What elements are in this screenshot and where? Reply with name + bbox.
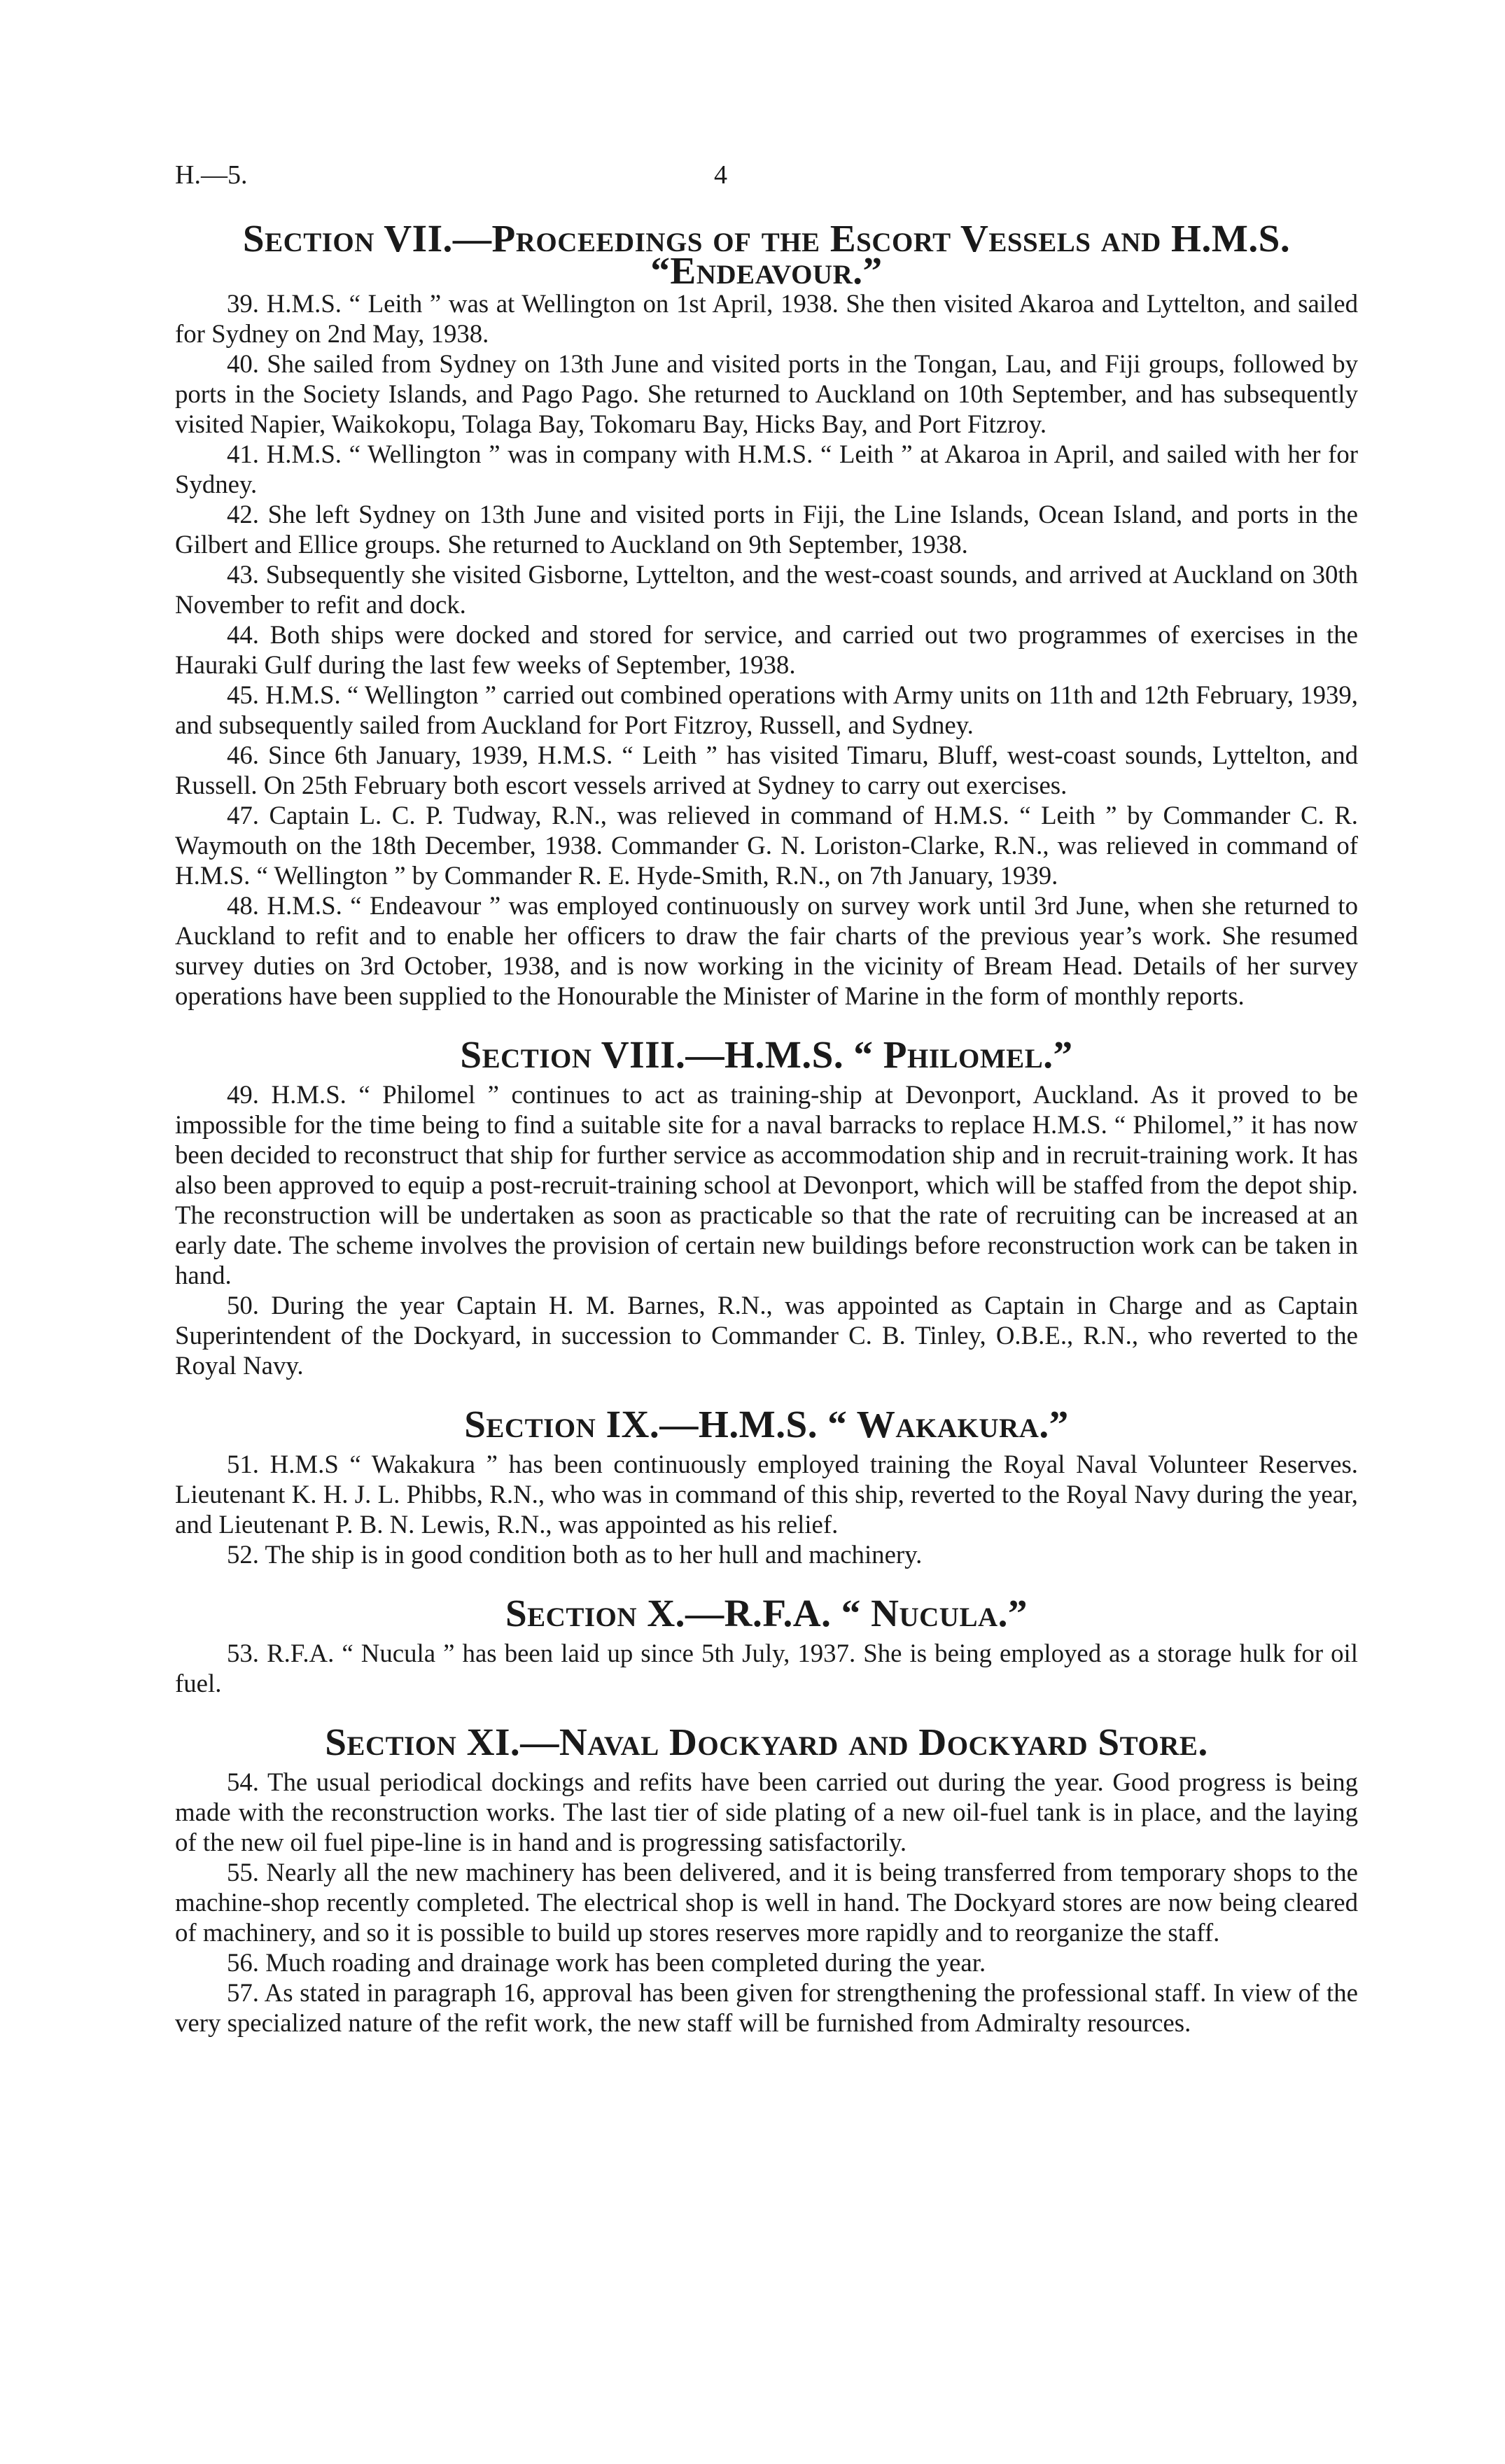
paragraph-57: 57. As stated in paragraph 16, approval has been given for strengthening the professional staff. In view of the very specialized nature of the refit work, the new staff will be furnished from Admiralty resources. bbox=[175, 1978, 1358, 2037]
running-head bbox=[175, 160, 1358, 202]
paragraph-45: 45. H.M.S. “ Wellington ” carried out combined operations with Army units on 11th and 12th February, 1939, and subsequently sailed from Auckland for Port Fitzroy, Russell, and Sydney. bbox=[175, 680, 1358, 739]
page-body bbox=[175, 217, 1358, 2038]
paragraph-39: 39. H.M.S. “ Leith ” was at Wellington on 1st April, 1938. She then visited Akaroa and Lyttelton, and sailed for Sydney on 2nd May, 1938. bbox=[175, 289, 1358, 348]
page-number: 4 bbox=[714, 160, 727, 190]
paragraph-44: 44. Both ships were docked and stored for service, and carried out two programmes of exercises in the Hauraki Gulf during the last few weeks of September, 1938. bbox=[175, 620, 1358, 679]
paragraph-55: 55. Nearly all the new machinery has been delivered, and it is being transferred from temporary shops to the machine-shop recently completed. The electrical shop is well in hand. The Dockyard stores are now being cleared of machinery, and so it is possible to build up stores reserves more rapidly and to reorganize the staff. bbox=[175, 1858, 1358, 1947]
section-x bbox=[175, 1592, 1358, 1698]
section-heading: Section X.—R.F.A. “ Nucula.” bbox=[505, 1592, 1028, 1634]
paragraph-50: 50. During the year Captain H. M. Barnes, R.N., was appointed as Captain in Charge and as Captain Superintendent of the Dockyard, in succession to Commander C. B. Tinley, O.B.E., R.N., who reverted to the Royal Navy. bbox=[175, 1291, 1358, 1380]
paragraph-52: 52. The ship is in good condition both as to her hull and machinery. bbox=[227, 1540, 923, 1569]
section-heading: Section VII.—Proceedings of the Escort Vessels and H.M.S. “Endeavour.” bbox=[242, 217, 1291, 292]
paragraph-51: 51. H.M.S “ Wakakura ” has been continuously employed training the Royal Naval Volunteer Reserves. Lieutenant K. H. J. L. Phibbs, R.N., who was in command of this ship, reverted to the Royal Navy during the year, and Lieutenant P. B. N. Lewis, R.N., was appointed as his relief. bbox=[175, 1450, 1358, 1539]
paragraph-48: 48. H.M.S. “ Endeavour ” was employed continuously on survey work until 3rd June, when she returned to Auckland to refit and to enable her officers to draw the fair charts of the previous year’s work. She resumed survey duties on 3rd October, 1938, and is now working in the vicinity of Bream Head. Details of her survey operations have been supplied to the Honourable the Minister of Marine in the form of monthly reports. bbox=[175, 891, 1358, 1010]
section-heading: Section XI.—Naval Dockyard and Dockyard Store. bbox=[325, 1721, 1208, 1763]
paragraph-41: 41. H.M.S. “ Wellington ” was in company with H.M.S. “ Leith ” at Akaroa in April, and sailed with her for Sydney. bbox=[175, 440, 1358, 498]
paragraph-43: 43. Subsequently she visited Gisborne, Lyttelton, and the west-coast sounds, and arrived at Auckland on 30th November to refit and dock. bbox=[175, 560, 1358, 619]
section-vii bbox=[175, 217, 1358, 1011]
section-ix bbox=[175, 1403, 1358, 1569]
paragraph-54: 54. The usual periodical dockings and refits have been carried out during the year. Good progress is being made with the reconstruction works. The last tier of side plating of a new oil-fuel tank is in place, and the laying of the new oil fuel pipe-line is in hand and is progressing satisfactorily. bbox=[175, 1768, 1358, 1856]
paragraph-53: 53. R.F.A. “ Nucula ” has been laid up since 5th July, 1937. She is being employed as a storage hulk for oil fuel. bbox=[175, 1639, 1358, 1698]
section-heading: Section VIII.—H.M.S. “ Philomel.” bbox=[460, 1033, 1073, 1076]
report-code: H.—5. bbox=[175, 160, 248, 190]
section-heading: Section IX.—H.M.S. “ Wakakura.” bbox=[464, 1403, 1069, 1446]
paragraph-47: 47. Captain L. C. P. Tudway, R.N., was relieved in command of H.M.S. “ Leith ” by Commander C. R. Waymouth on the 18th December, 1938. Commander G. N. Loriston-Clarke, R.N., was relieved in command of H.M.S. “ Wellington ” by Commander R. E. Hyde-Smith, R.N., on 7th January, 1939. bbox=[175, 801, 1358, 890]
paragraph-56: 56. Much roading and drainage work has been completed during the year. bbox=[227, 1948, 986, 1977]
section-viii bbox=[175, 1033, 1358, 1380]
paragraph-42: 42. She left Sydney on 13th June and visited ports in Fiji, the Line Islands, Ocean Island, and ports in the Gilbert and Ellice groups. She returned to Auckland on 9th September, 1938. bbox=[175, 500, 1358, 559]
paragraph-49: 49. H.M.S. “ Philomel ” continues to act as training-ship at Devonport, Auckland. As it proved to be impossible for the time being to find a suitable site for a naval barracks to replace H.M.S. “ Philomel,” it has now been decided to reconstruct that ship for further service as accommodation ship and in recruit-training work. It has also been approved to equip a post-recruit-training school at Devonport, which will be staffed from the depot ship. The reconstruction will be undertaken as soon as practicable so that the rate of recruiting can be increased at an early date. The scheme involves the provision of certain new buildings before reconstruction work can be taken in hand. bbox=[175, 1080, 1358, 1289]
paragraph-46: 46. Since 6th January, 1939, H.M.S. “ Leith ” has visited Timaru, Bluff, west-coast sounds, Lyttelton, and Russell. On 25th February both escort vessels arrived at Sydney to carry out exercises. bbox=[175, 741, 1358, 799]
section-xi bbox=[175, 1721, 1358, 2038]
paragraph-40: 40. She sailed from Sydney on 13th June and visited ports in the Tongan, Lau, and Fiji groups, followed by ports in the Society Islands, and Pago Pago. She returned to Auckland on 10th September, and has subsequently visited Napier, Waikokopu, Tolaga Bay, Tokomaru Bay, Hicks Bay, and Port Fitzroy. bbox=[175, 349, 1358, 438]
